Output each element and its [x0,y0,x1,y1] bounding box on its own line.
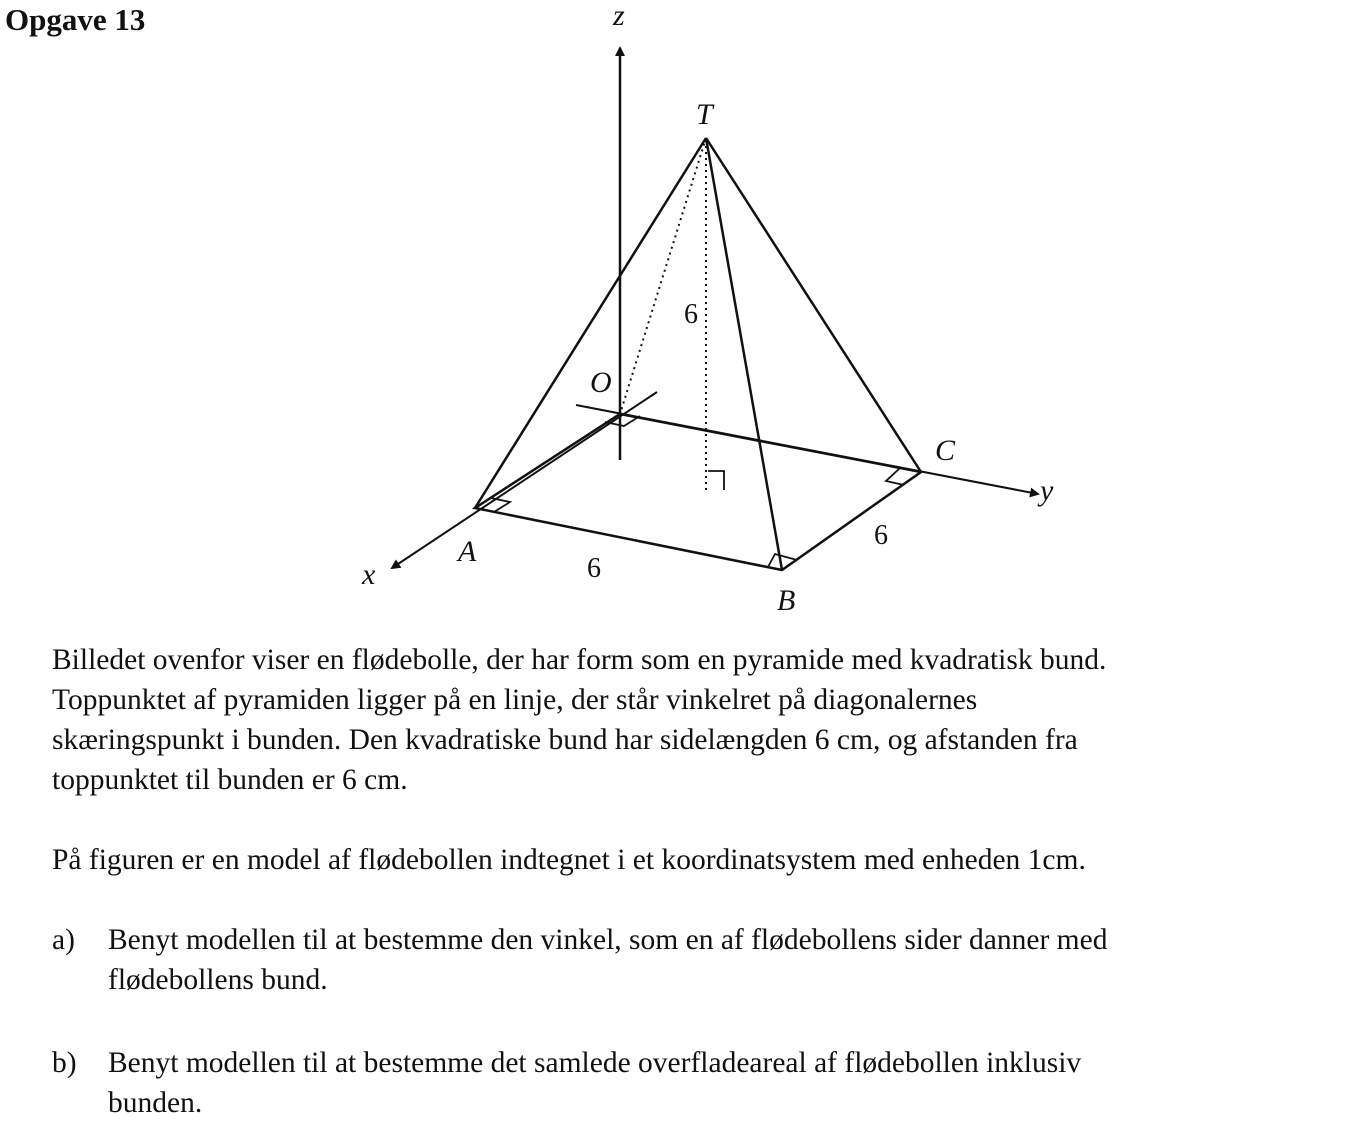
label-C: C [935,434,956,467]
question-line: Benyt modellen til at bestemme den vinkel, som en af flødebollens sider danner med [108,924,1108,956]
description-line: toppunktet til bunden er 6 cm. [52,764,408,796]
label-T: T [696,98,713,131]
label-O: O [590,366,612,399]
label-B: B [777,584,796,617]
question-line: flødebollens bund. [108,964,328,996]
label-A: A [458,535,477,568]
label-y: y [1040,474,1054,507]
x-axis [392,392,657,568]
label-height: 6 [684,299,698,330]
question-label: b) [52,1047,77,1079]
question-label: a) [52,924,75,956]
label-side-ab: 6 [587,553,601,584]
question-a [52,920,1312,1000]
right-angle-foot [708,471,724,490]
pyramid-base [475,414,921,570]
exercise-title: Opgave 13 [5,2,146,37]
description-paragraph [52,640,1312,800]
edge-TA [475,138,706,508]
model-paragraph: På figuren er en model af flødebollen indtegnet i et koordinatsystem med enheden 1cm. [52,844,1086,876]
description-line: Toppunktet af pyramiden ligger på en linje, der står vinkelret på diagonalernes [52,684,978,716]
right-angle-B [768,554,797,567]
dotted-edge-TO [620,138,706,414]
question-text [108,1043,1312,1123]
description-line: skæringspunkt i bunden. Den kvadratiske bund har sidelængden 6 cm, og afstanden fra [52,724,1078,756]
edge-TC [706,138,921,472]
label-z: z [613,0,625,32]
question-line: Benyt modellen til at bestemme det samlede overfladeareal af flødebollen inklusiv [108,1047,1082,1079]
right-angle-C [886,468,904,485]
description-line: Billedet ovenfor viser en flødebolle, der har form som en pyramide med kvadratisk bund. [52,644,1107,676]
edge-TB [706,138,782,570]
question-b [52,1043,1312,1123]
question-line: bunden. [108,1087,203,1119]
label-x: x [362,558,376,591]
question-text [108,920,1312,1000]
label-side-bc: 6 [874,520,888,551]
